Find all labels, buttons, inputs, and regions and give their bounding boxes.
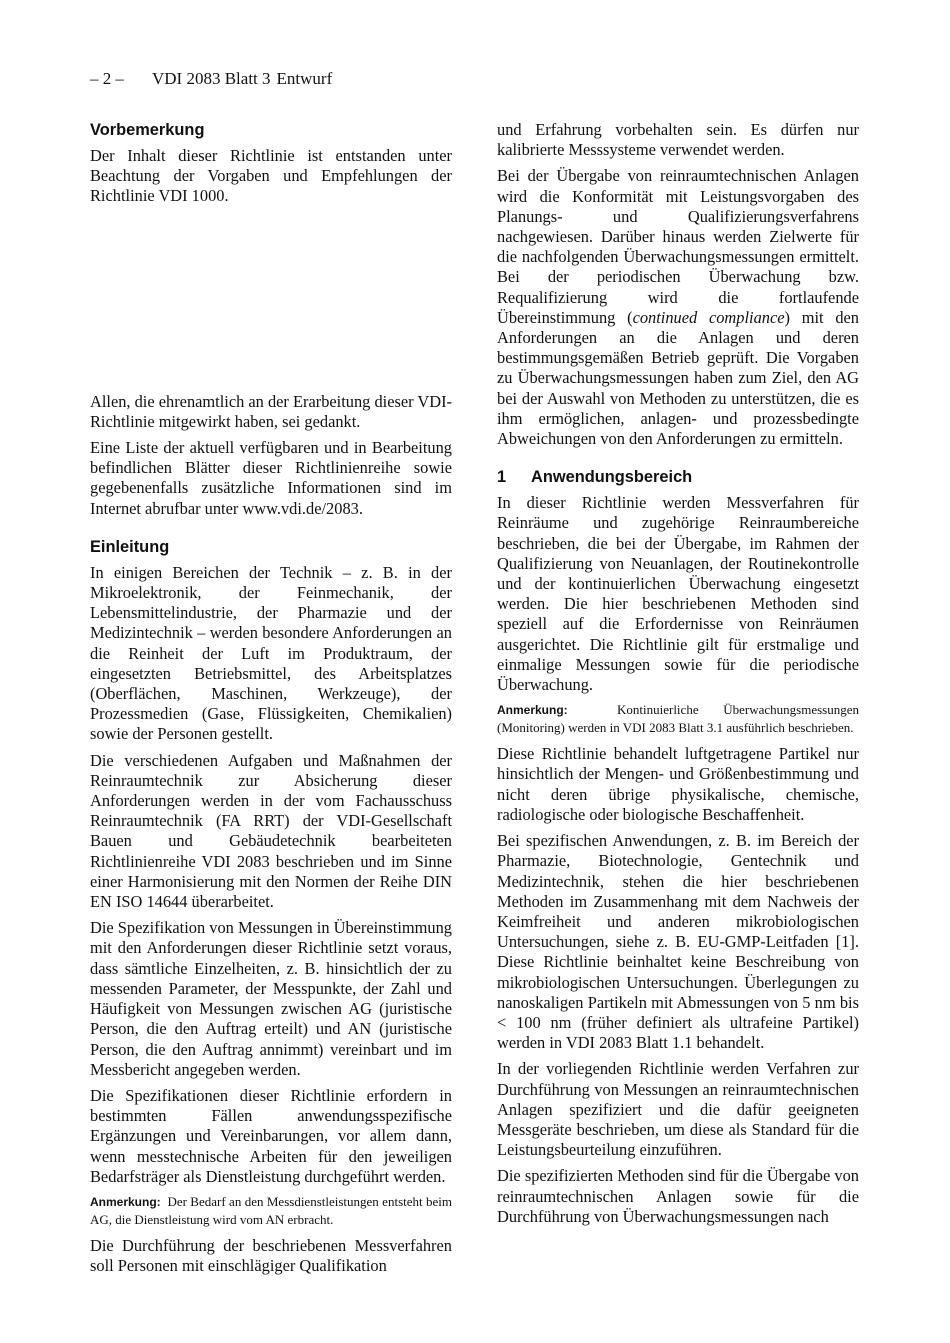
einleitung-paragraph-2: Die verschiedenen Aufgaben und Maßnahmen der Reinraumtechnik zur Absicherung dieser Anforderungen werden in der vom Fachausschuss Reinraumtechnik (FA RRT) der VDI-Gesellschaft Bauen und Gebäudetechnik bearbeiteten Richtlinienreihe VDI 2083 beschrieben und im Sinne einer Harmonisierung mit den Normen der Reihe DIN EN ISO 14644 überarbeitet.: [90, 750, 452, 912]
blank-space: [90, 213, 452, 392]
einleitung-paragraph-5: Die Durchführung der beschriebenen Messverfahren soll Personen mit einschlägiger Qualifikation: [90, 1235, 452, 1276]
running-header: [90, 68, 332, 90]
right-column: [497, 120, 859, 1233]
uebergabe-text-b: ) mit den Anforderungen an die Anlagen und deren bestimmungsgemäßen Betrieb geprüft. Die Vorgaben zu Überwachungsmessungen haben zum Ziel, den AG bei der Auswahl von Methoden zu unterstützen, die es ihm ermöglichen, anlagen- und prozessbedingte Abweichungen von den Anforderungen zu ermitteln.: [497, 307, 859, 449]
note-text: Kontinuierliche Überwachungsmessungen (Monitoring) werden in VDI 2083 Blatt 3.1 ausführlich beschrieben.: [497, 702, 859, 736]
note-services: [90, 1193, 452, 1228]
section-title: Anwendungsbereich: [531, 468, 693, 487]
einleitung-paragraph-1: In einigen Bereichen der Technik – z. B. in der Mikroelektronik, der Feinmechanik, der Lebensmittelindustrie, der Pharmazie und der Medizintechnik – werden besondere Anforderungen an die Reinheit der Luft im Produktraum, der eingesetzten Betriebsmittel, des Arbeitsplatzes (Oberflächen, Maschinen, Werkzeuge), der Prozessmedien (Gase, Flüssigkeiten, Chemikalien) sowie der Personen gestellt.: [90, 562, 452, 744]
uebergabe-paragraph: [497, 166, 859, 449]
note-monitoring: [497, 701, 859, 736]
series-list-paragraph: Eine Liste der aktuell verfügbaren und in Bearbeitung befindlichen Blätter dieser Richtlinienreihe sowie gegebenenfalls zusätzliche Informationen sind im Internet abrufbar unter www.vdi.de/2083.: [90, 438, 452, 518]
scope-paragraph-5: Die spezifizierten Methoden sind für die Übergabe von reinraumtechnischen Anlagen sowie für die Durchführung von Überwachungsmessungen nach: [497, 1166, 859, 1226]
scope-paragraph-3: Bei spezifischen Anwendungen, z. B. im Bereich der Pharmazie, Biotechnologie, Gentechnik und Medizintechnik, stehen die hier beschriebenen Methoden im Zusammenhang mit dem Nachweis der Keimfreiheit und anderen mikrobiologischen Untersuchungen, siehe z. B. EU-GMP-Leitfaden [1]. Diese Richtlinie beinhaltet keine Beschreibung von mikrobiologischen Untersuchungen. Überlegungen zu nanoskaligen Partikeln mit Abmessungen von 5 nm bis < 100 nm (früher definiert als ultrafeine Partikel) werden in VDI 2083 Blatt 1.1 behandelt.: [497, 831, 859, 1053]
thanks-paragraph: Allen, die ehrenamtlich an der Erarbeitung dieser VDI-Richtlinie mitgewirkt haben, sei gedankt.: [90, 391, 452, 431]
note-label: Anmerkung:: [90, 1194, 161, 1209]
scope-paragraph-1: In dieser Richtlinie werden Messverfahren für Reinräume und zugehörige Reinraumbereiche beschrieben, die bei der Übergabe, im Rahmen der Qualifizierung von Neuanlagen, der Routinekontrolle und der kontinuierlichen Überwachung eingesetzt werden. Die hier beschriebenen Methoden sind speziell auf die Erfordernisse von Reinräumen ausgerichtet. Die Richtlinie gilt für erstmalige und einmalige Messungen sowie für die periodische Überwachung.: [497, 493, 859, 695]
scope-paragraph-2: Diese Richtlinie behandelt luftgetragene Partikel nur hinsichtlich der Mengen- und Größenbestimmung und nicht deren übrige physikalische, chemische, radiologische oder biologische Beschaffenheit.: [497, 744, 859, 824]
continued-compliance-term: continued compliance: [632, 307, 785, 327]
einleitung-paragraph-3: Die Spezifikation von Messungen in Übereinstimmung mit den Anforderungen dieser Richtlinie setzt voraus, dass sämtliche Einzelheiten, z. B. hinsichtlich der zu messenden Parameter, der Messpunkte, der Zahl und Häufigkeit von Messungen zwischen AG (juristische Person, die den Auftrag erteilt) und AN (juristische Person, die den Auftrag annimmt) vereinbart und im Messbericht angegeben werden.: [90, 918, 452, 1079]
vorbemerkung-heading: Vorbemerkung: [90, 121, 205, 139]
note-text: Der Bedarf an den Messdienstleistungen entsteht beim AG, die Dienstleistung wird vom AN erbracht.: [90, 1193, 452, 1227]
einleitung-heading: Einleitung: [90, 537, 170, 556]
section-number: 1: [497, 468, 507, 487]
einleitung-paragraph-4: Die Spezifikationen dieser Richtlinie erfordern in bestimmten Fällen anwendungsspezifische Ergänzungen und Vereinbarungen, vor allem dann, wenn messtechnische Arbeiten für den jeweiligen Bedarfsträger als Dienstleistung durchgeführt werden.: [90, 1085, 452, 1186]
continuation-paragraph: und Erfahrung vorbehalten sein. Es dürfen nur kalibrierte Messsysteme verwendet werden.: [497, 120, 859, 160]
scope-paragraph-4: In der vorliegenden Richtlinie werden Verfahren zur Durchführung von Messungen an reinraumtechnischen Anlagen spezifiziert und die dafür geeigneten Messgeräte beschrieben, um diese als Standard für die Leistungsbeurteilung einzuführen.: [497, 1059, 859, 1160]
uebergabe-text-a: Bei der Übergabe von reinraumtechnischen Anlagen wird die Konformität mit Leistungsvorgaben des Planungs- und Qualifizierungsverfahrens nachgewiesen. Darüber hinaus werden Zielwerte für die nachfolgenden Überwachungsmessungen ermittelt. Bei der periodischen Überwachung bzw. Requalifizierung wird die fortlaufende Übereinstimmung (: [497, 166, 859, 327]
section-1-heading: [497, 467, 859, 487]
standard-designation: VDI 2083 Blatt 3: [152, 69, 271, 88]
page-number: – 2 –: [90, 69, 124, 88]
draft-status: Entwurf: [276, 69, 333, 88]
note-label: Anmerkung:: [497, 703, 568, 718]
left-column: [90, 120, 452, 1282]
vorbemerkung-paragraph: Der Inhalt dieser Richtlinie ist entstanden unter Beachtung der Vorgaben und Empfehlungen der Richtlinie VDI 1000.: [90, 146, 452, 206]
